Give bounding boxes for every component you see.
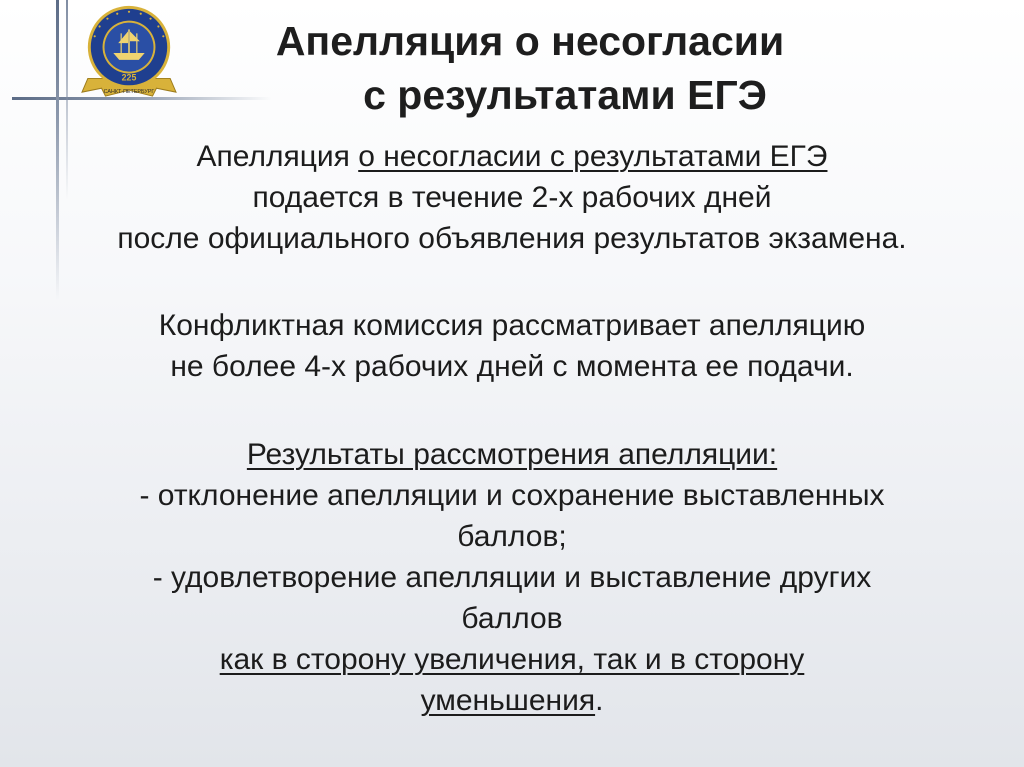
results-item2-line2: баллов [461,602,563,635]
paragraph2-line1: Конфликтная комиссия рассматривает апелляцию [158,309,866,342]
paragraph-results [0,434,1024,721]
results-item1-line1: - отклонение апелляции и сохранение выставленных [139,479,885,512]
results-underlined-line1: как в сторону увеличения, так и в сторону [219,643,805,676]
paragraph-appeal-deadline [0,136,1024,259]
title-line-1: Апелляция о несогласии [275,18,785,64]
paragraph1-prefix: Апелляция [196,140,359,173]
paragraph2-line2: не более 4-х рабочих дней с момента ее подачи. [170,350,854,383]
results-heading: Результаты рассмотрения апелляции: [246,438,778,471]
results-item2-line1: - удовлетворение апелляции и выставление других [152,561,872,594]
svg-text:САНКТ-ПЕТЕРБУРГ: САНКТ-ПЕТЕРБУРГ [103,89,155,96]
paragraph-commission [0,305,1024,387]
paragraph1-line3: после официального объявления результатов экзамена. [117,222,907,255]
svg-text:225: 225 [121,72,137,83]
results-underlined-line2: уменьшения [420,684,596,717]
paragraph1-underlined: о несогласии с результатами ЕГЭ [358,140,828,173]
slide-title [150,14,910,122]
title-line-2: с результатами ЕГЭ [363,72,767,118]
paragraph1-line1 [0,136,1024,177]
paragraph1-line2: подается в течение 2-х рабочих дней [252,181,772,214]
results-item1-line2: баллов; [457,520,567,553]
results-period: . [595,684,604,717]
results-underlined-line2-wrap [0,680,1024,721]
